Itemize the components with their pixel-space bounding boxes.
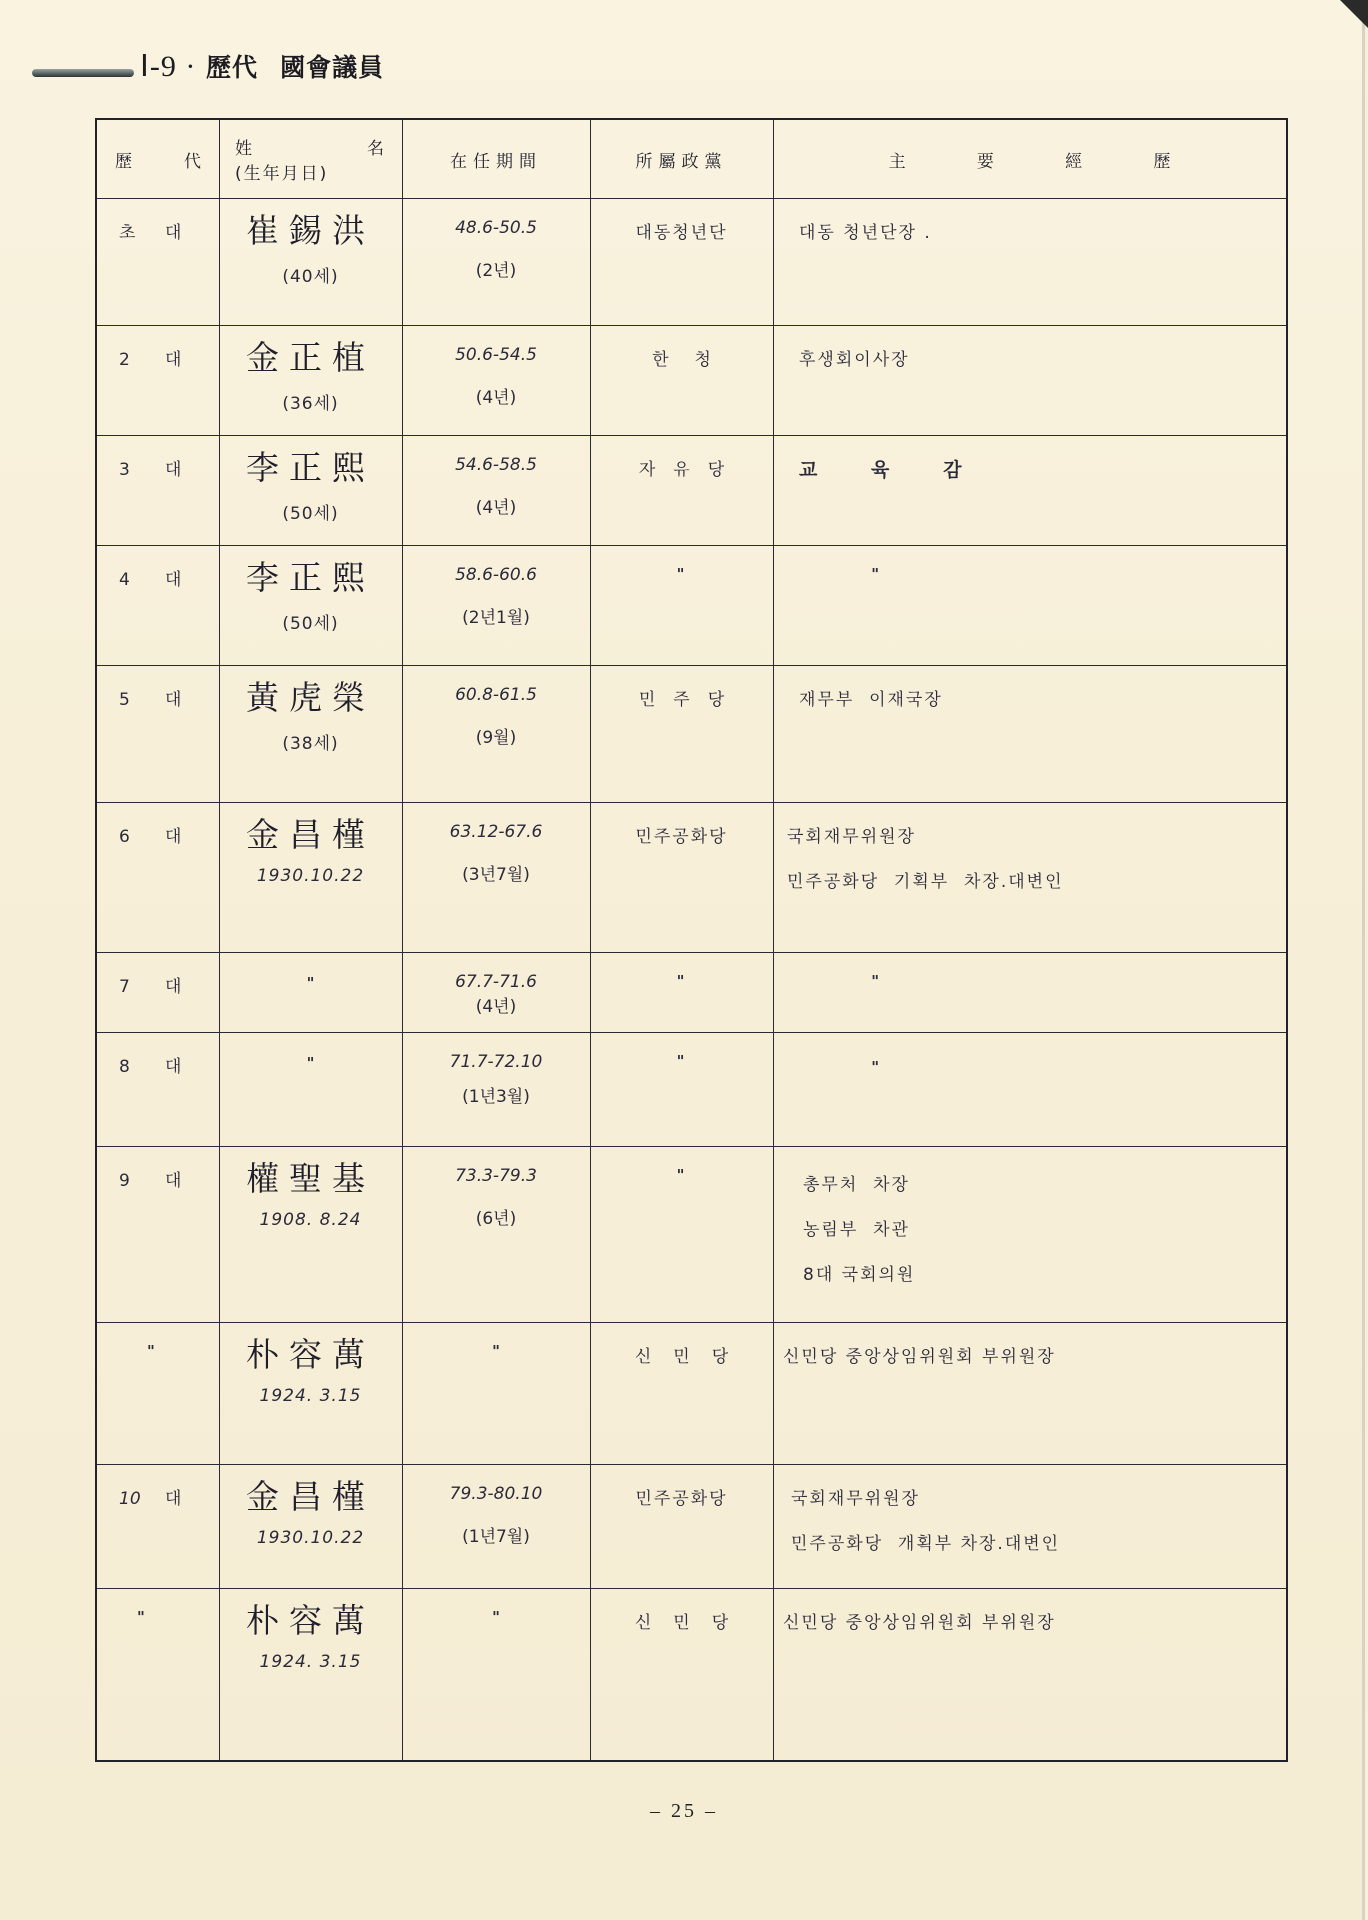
era-cell [97,1466,219,1588]
term-cell [402,954,590,1032]
era-cell [97,954,219,1032]
term-period: 50.6-54.5 [455,345,537,365]
member-birthdate: 1924. 3.15 [259,1652,362,1672]
career-line: 민주공화당 개획부 차장.대변인 [791,1534,1061,1554]
name-cell [219,200,402,325]
career-line: 교 육 감 [799,459,964,481]
era-suffix: 대 [165,1489,182,1509]
row-divider [97,435,1286,436]
career-cell [773,804,1286,950]
term-cell [402,1148,590,1322]
party-cell: 민주공화당 [635,827,728,847]
member-birthdate: 1924. 3.15 [259,1386,362,1406]
career-line: 8대 국회의원 [803,1265,916,1285]
table-row [97,1590,1286,1762]
term-cell [402,327,590,435]
member-name: 權聖基 [246,1159,375,1198]
era-cell [97,200,219,325]
table-row [97,437,1286,545]
era-number: " [147,1342,155,1360]
term-period: 48.6-50.5 [455,218,537,238]
name-cell [219,437,402,545]
career-cell [773,1148,1286,1322]
era-cell [97,1148,219,1322]
row-divider [97,1464,1286,1465]
title-part1: 歷代 [206,53,259,82]
career-cell [773,437,1286,545]
header-term: 在任期間 [450,151,542,172]
row-divider [97,802,1286,803]
paper-clip [32,69,134,77]
term-period: 58.6-60.6 [455,565,537,585]
era-number: 7 [119,977,130,997]
name-cell [219,1466,402,1588]
member-name: 金昌槿 [246,1477,375,1516]
era-suffix: 대 [165,223,182,243]
header-career-char: 歷 [1153,151,1171,172]
era-cell [97,804,219,950]
header-name [219,120,402,198]
era-number: 9 [119,1171,130,1191]
term-duration: (2년1월) [462,608,530,628]
name-cell: " [306,974,315,992]
name-cell [219,1324,402,1454]
term-period: 54.6-58.5 [455,455,537,475]
term-duration: (4년) [475,498,517,518]
career-cell [773,954,1286,1032]
term-cell [402,1590,590,1762]
table-row [97,1324,1286,1454]
era-suffix: 대 [165,460,182,480]
party-cell: 자유당 [638,460,743,480]
header-name-a: 姓 [235,139,254,159]
career-line: 후생회이사장 [799,350,910,370]
career-cell [773,547,1286,655]
name-cell [219,1590,402,1762]
section-number: Ⅰ-9 · [140,50,197,83]
era-number: 4 [119,570,130,590]
party-cell: " [676,972,687,990]
era-cell [97,327,219,435]
table-row [97,1034,1286,1138]
career-cell [773,327,1286,435]
row-divider [97,325,1286,326]
era-cell [97,437,219,545]
era-number: 8 [119,1057,130,1077]
member-name: 金昌槿 [246,815,375,854]
table-row [97,547,1286,655]
page-title [140,48,384,84]
table-row [97,1148,1286,1322]
career-cell [773,667,1286,797]
era-cell [97,1034,219,1138]
header-era-a: 歷 [115,151,132,172]
header-career [773,120,1286,198]
era-number: " [137,1608,145,1626]
term-duration: (3년7월) [462,865,530,885]
career-line: 민주공화당 기획부 차장.대변인 [787,872,1064,892]
party-cell: " [676,565,687,583]
era-number: 10 [119,1489,141,1509]
era-cell [97,547,219,655]
member-name: 金正植 [246,338,375,377]
party-cell: 민주당 [638,690,743,710]
name-cell [219,547,402,655]
name-cell: " [306,1054,315,1072]
era-number: 2 [119,350,130,370]
row-divider [97,952,1286,953]
era-number: 6 [119,827,130,847]
career-line: " [799,972,882,990]
party-cell: 신민당 [634,1347,751,1367]
career-line: 국회재무위원장 [791,1489,920,1509]
term-cell [402,1466,590,1588]
term-duration: (2년) [475,261,517,281]
header-career-char: 要 [976,151,994,172]
era-suffix: 대 [165,827,182,847]
term-cell [402,200,590,325]
member-name: 朴容萬 [246,1601,375,1640]
term-period: 71.7-72.10 [449,1052,543,1072]
member-name: 李正熙 [246,558,375,597]
legislators-table [95,118,1288,1762]
party-cell: 신민당 [634,1613,751,1633]
career-line: 국회재무위원장 [787,827,916,847]
career-cell [773,1466,1286,1588]
page-number: – 25 – [650,1800,718,1822]
header-career-char: 主 [888,151,906,172]
term-cell [402,547,590,655]
era-cell [97,1324,219,1454]
career-line: 농림부 차관 [803,1220,910,1240]
member-age: (36세) [282,394,339,414]
era-number: 3 [119,460,130,480]
career-line: " [799,565,882,583]
era-cell [97,667,219,797]
term-period: 67.7-71.6 [455,972,537,992]
table-row [97,954,1286,1032]
name-cell [219,327,402,435]
member-age: (50세) [282,614,339,634]
term-period: 63.12-67.6 [449,822,543,842]
term-period: 60.8-61.5 [455,685,537,705]
term-period: " [492,1608,500,1626]
era-number: 5 [119,690,130,710]
header-party: 所屬政黨 [635,151,728,172]
member-name: 李正熙 [246,448,375,487]
career-line: 재무부 이재국장 [799,690,943,710]
era-suffix: 대 [165,350,182,370]
member-age: (38세) [282,734,339,754]
era-cell [97,1590,219,1762]
row-divider [97,1032,1286,1033]
term-duration: (1년3월) [462,1087,530,1107]
header-era [97,120,219,198]
career-line: " [799,1058,882,1076]
name-cell [219,1148,402,1322]
term-period: 73.3-79.3 [455,1166,537,1186]
header-era-b: 代 [184,151,201,172]
name-cell [219,804,402,950]
header-career-char: 經 [1065,151,1083,172]
member-name: 朴容萬 [246,1335,375,1374]
header-name-sub: (生年月日) [235,164,329,184]
term-duration: (6년) [475,1209,517,1229]
member-birthdate: 1908. 8.24 [259,1210,362,1230]
member-birthdate: 1930.10.22 [256,866,365,886]
era-number: 초 [119,223,136,243]
party-cell: 한청 [652,350,737,370]
row-divider [97,1146,1286,1147]
term-cell [402,437,590,545]
name-cell [219,667,402,797]
career-cell [773,1034,1286,1138]
term-cell [402,804,590,950]
member-age: (50세) [282,504,339,524]
row-divider [97,545,1286,546]
term-duration: (9월) [475,728,517,748]
era-suffix: 대 [165,1171,182,1191]
member-birthdate: 1930.10.22 [256,1528,365,1548]
party-cell: " [676,1052,687,1070]
table-row [97,327,1286,435]
party-cell: 대동청년단 [635,223,728,243]
term-period: " [492,1342,500,1360]
table-header [97,120,1286,198]
career-cell [773,1590,1286,1762]
member-age: (40세) [282,267,339,287]
career-line: 신민당 중앙상임위원회 부위원장 [783,1347,1056,1367]
term-period: 79.3-80.10 [449,1484,543,1504]
term-cell [402,667,590,797]
career-cell [773,200,1286,325]
era-suffix: 대 [165,570,182,590]
career-cell [773,1324,1286,1454]
row-divider [97,1322,1286,1323]
term-duration: (4년) [475,388,517,408]
title-part2: 國會議員 [280,53,385,82]
party-cell: " [676,1166,687,1184]
career-line: 총무처 차장 [803,1175,910,1195]
table-row [97,1466,1286,1588]
table-row [97,200,1286,325]
term-cell [402,1324,590,1454]
row-divider [97,1588,1286,1589]
member-name: 崔錫洪 [246,211,375,250]
member-name: 黃虎榮 [246,678,375,717]
header-name-b: 名 [367,139,386,159]
career-line: 신민당 중앙상임위원회 부위원장 [783,1613,1056,1633]
row-divider [97,198,1286,199]
table-row [97,804,1286,950]
term-duration: (4년) [475,997,517,1017]
row-divider [97,665,1286,666]
party-cell: 민주공화당 [635,1489,728,1509]
term-duration: (1년7월) [462,1527,530,1547]
table-row [97,667,1286,797]
career-line: 대동 청년단장 . [799,223,932,243]
era-suffix: 대 [165,690,182,710]
term-cell [402,1034,590,1138]
era-suffix: 대 [165,1057,182,1077]
era-suffix: 대 [165,977,182,997]
